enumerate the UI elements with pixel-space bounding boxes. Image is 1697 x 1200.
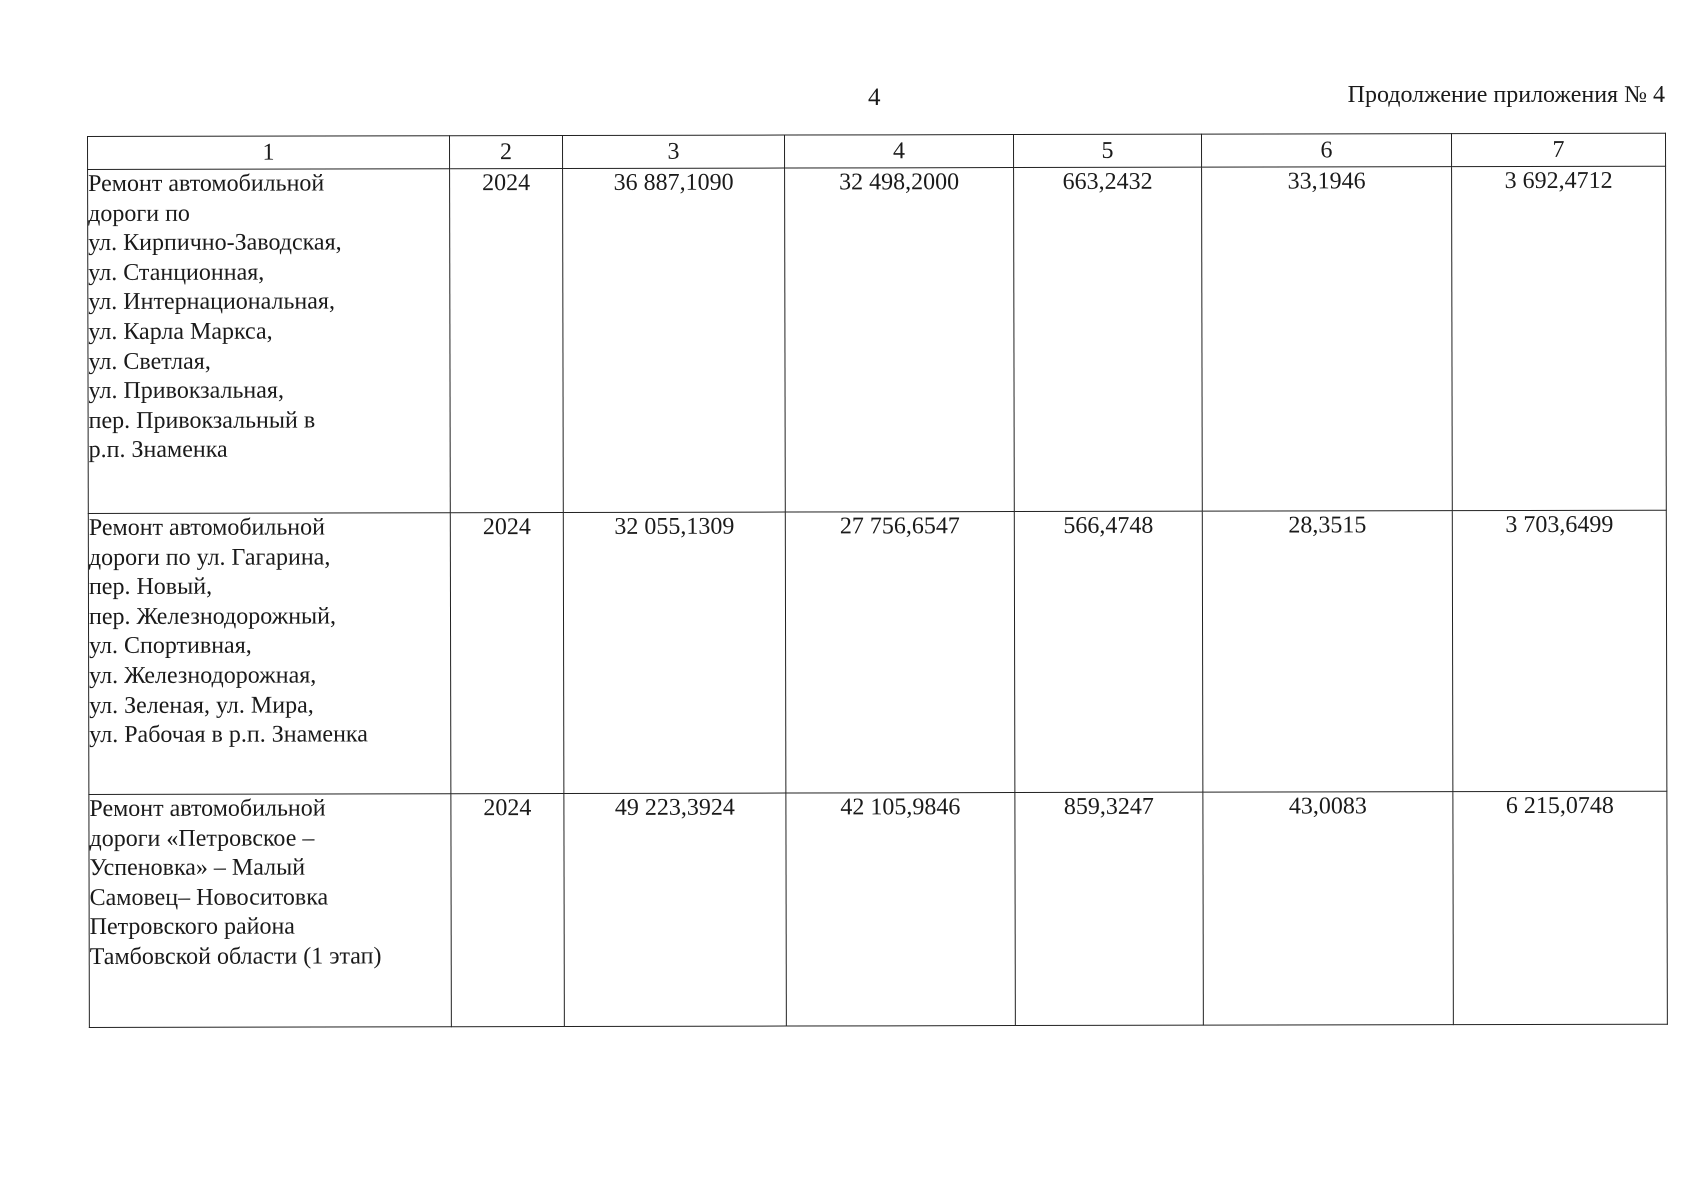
page-number: 4 (868, 84, 881, 111)
continuation-title: Продолжение приложения № 4 (1347, 82, 1665, 108)
project-name-cell (89, 794, 451, 1028)
project-name-line: ул. Карла Маркса, (88, 318, 273, 345)
project-name-line: Петровского района (89, 913, 295, 941)
value-cell-col5: 663,2432 (1014, 167, 1203, 511)
value-cell-col3: 49 223,3924 (564, 793, 786, 1026)
project-name-line: ул. Рабочая в р.п. Знаменка (89, 721, 368, 749)
column-header-6: 6 (1201, 134, 1451, 168)
column-header-4: 4 (784, 135, 1013, 168)
project-name-line: Успеновка» – Малый (89, 854, 306, 882)
project-name-line: Ремонт автомобильной (88, 170, 325, 197)
project-name-line: Самовец– Новоситовка (89, 884, 329, 911)
project-name-line: пер. Железнодорожный, (88, 603, 337, 630)
year-cell: 2024 (451, 794, 564, 1027)
year-cell: 2024 (450, 169, 564, 513)
value-cell-col3: 32 055,1309 (563, 512, 786, 793)
column-header-3: 3 (563, 135, 785, 168)
project-name-line: ул. Привокзальная, (88, 377, 284, 405)
project-name-line: дороги по (88, 200, 190, 227)
column-header-2: 2 (450, 136, 563, 169)
value-cell-col3: 36 887,1090 (563, 168, 786, 512)
project-name-line: ул. Светлая, (88, 348, 211, 375)
table-row (88, 510, 1667, 794)
project-name-line: ул. Интернациональная, (88, 288, 335, 316)
column-header-7: 7 (1451, 133, 1665, 166)
project-name-line: Ремонт автомобильной (88, 514, 326, 541)
value-cell-col7: 3 703,6499 (1452, 510, 1667, 791)
value-cell-col4: 27 756,6547 (785, 512, 1015, 793)
year-cell: 2024 (450, 513, 564, 794)
project-name-line: дороги «Петровское – (89, 825, 315, 852)
value-cell-col6: 28,3515 (1202, 511, 1453, 793)
value-cell-col7: 3 692,4712 (1452, 166, 1667, 510)
column-header-1: 1 (88, 136, 450, 170)
appendix-table (87, 133, 1668, 1028)
project-name-line: ул. Железнодорожная, (89, 662, 317, 689)
project-name-line: ул. Кирпично-Заводская, (88, 229, 342, 257)
value-cell-col5: 566,4748 (1014, 511, 1203, 792)
project-name-line: Тамбовской области (1 этап) (89, 943, 382, 970)
value-cell-col7: 6 215,0748 (1453, 791, 1667, 1024)
value-cell-col4: 42 105,9846 (786, 793, 1015, 1026)
column-number-row (88, 133, 1666, 169)
project-name-line: ул. Спортивная, (89, 633, 252, 660)
project-name-line: Ремонт автомобильной (89, 795, 326, 822)
project-name-line: ул. Станционная, (88, 259, 265, 286)
project-name-line: дороги по ул. Гагарина, (88, 544, 331, 571)
project-name-line: пер. Привокзальный в (88, 407, 316, 434)
table-row (89, 791, 1667, 1027)
project-name-line: р.п. Знаменка (88, 437, 228, 464)
project-name-line: ул. Зеленая, ул. Мира, (89, 692, 314, 719)
project-name-line: пер. Новый, (88, 573, 213, 601)
project-name-cell (88, 513, 451, 795)
table-row (88, 166, 1667, 513)
value-cell-col6: 43,0083 (1203, 792, 1453, 1026)
value-cell-col5: 859,3247 (1015, 792, 1203, 1025)
column-header-5: 5 (1013, 134, 1201, 167)
value-cell-col4: 32 498,2000 (785, 168, 1015, 512)
value-cell-col6: 33,1946 (1202, 167, 1453, 512)
project-name-cell (88, 169, 451, 514)
